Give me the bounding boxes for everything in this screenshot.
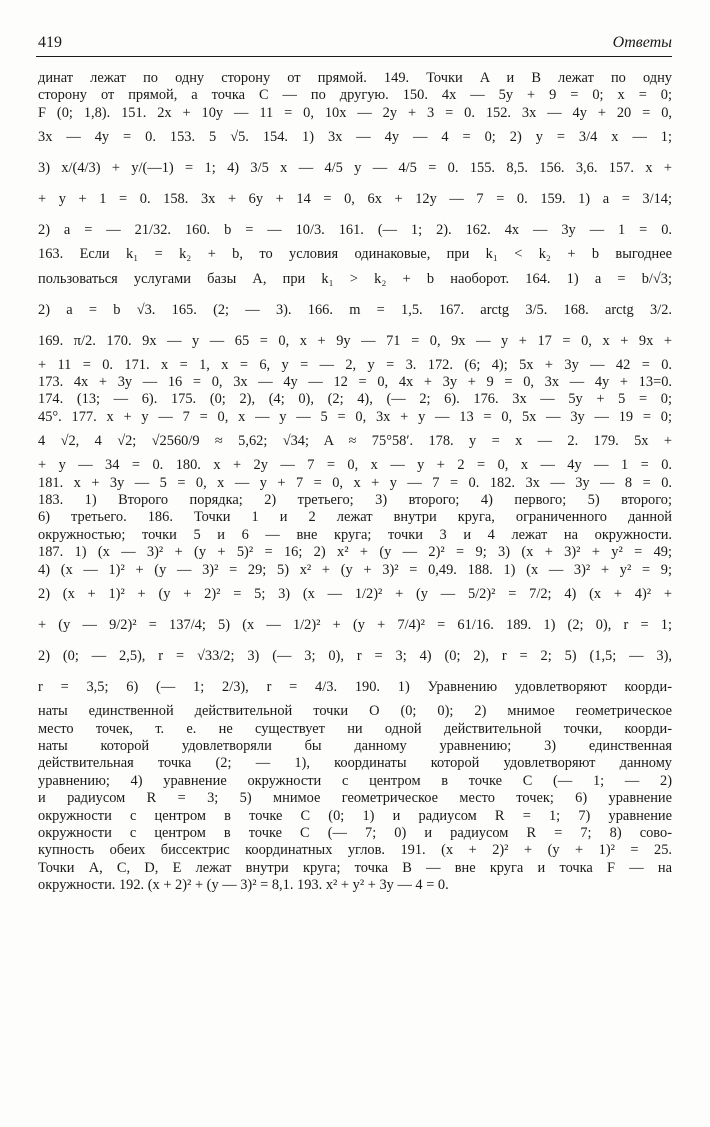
text-line: 2) (x + 1)² + (y + 2)² = 5; 3) (x — 1/2)² + (y — 5/2)² = 7/2; 4) (x + 4)² + [38,586,672,603]
text-line: место точек, т. е. не существует ни одной действительной точки, коорди- [38,720,672,737]
header-rule [36,56,672,57]
page-number: 419 [38,34,62,51]
section-title: Ответы [612,34,672,51]
text-line: 163. Если k₁ = k₂ + b, то условия одинаковые, при k₁ < k₂ + b выгоднее [38,246,672,263]
text-line: 187. 1) (x — 3)² + (y + 5)² = 16; 2) x² + (y — 2)² = 9; 3) (x + 3)² + y² = 49; [38,544,672,561]
text-line: + 11 = 0. 171. x = 1, x = 6, y = — 2, y = 3. 172. (6; 4); 5x + 3y — 42 = 0. [38,356,672,373]
text-line: окружности. 192. (x + 2)² + (y — 3)² = 8,1. 193. x² + y² + 3y — 4 = 0. [38,877,449,894]
text-line: + y — 34 = 0. 180. x + 2y — 7 = 0, x — y + 2 = 0, x — 4y — 1 = 0. [38,457,672,474]
text-line: пользоваться услугами базы A, при k₁ > k₂ + b наоборот. 164. 1) a = b/√3; [38,270,672,287]
text-line: 3x — 4y = 0. 153. 5 √5. 154. 1) 3x — 4y — 4 = 0; 2) y = 3/4 x — 1; [38,129,672,146]
text-line: наты единственной действительной точки O (0; 0); 2) мнимое геометрическое [38,703,672,720]
text-line: окружности с центром в точке C (— 7; 0) и радиусом R = 7; 8) сово- [38,824,672,841]
text-line: 3) x/(4/3) + y/(—1) = 1; 4) 3/5 x — 4/5 y — 4/5 = 0. 155. 8,5. 156. 3,6. 157. x + [38,160,672,177]
text-line: + (y — 9/2)² = 137/4; 5) (x — 1/2)² + (y + 7/4)² = 61/16. 189. 1) (2; 0), r = 1; [38,617,672,634]
text-line: 169. π/2. 170. 9x — y — 65 = 0, x + 9y — 71 = 0, 9x — y + 17 = 0, x + 9x + [38,332,672,349]
page-header [38,34,672,58]
text-line: 2) a = b √3. 165. (2; — 3). 166. m = 1,5. 167. arctg 3/5. 168. arctg 3/2. [38,301,672,318]
text-line: 181. x + 3y — 5 = 0, x — y + 7 = 0, x + y — 7 = 0. 182. 3x — 3y — 8 = 0. [38,474,672,491]
text-line: действительная точка (2; — 1), координаты которой удовлетворяют данному [38,755,672,772]
text-line: наты которой удовлетворяли бы данному уравнению; 3) единственная [38,737,672,754]
text-line: и радиусом R = 3; 5) мнимое геометрическое место точек; 6) уравнение [38,790,672,807]
text-line: окружностью; точки 5 и 6 — вне круга; точки 3 и 4 лежат на окружности. [38,526,672,543]
text-line: 2) (0; — 2,5), r = √33/2; 3) (— 3; 0), r = 3; 4) (0; 2), r = 2; 5) (1,5; — 3), [38,648,672,665]
text-line: 4) (x — 1)² + (y — 3)² = 29; 5) x² + (y + 3)² = 0,49. 188. 1) (x — 3)² + y² = 9; [38,561,672,578]
text-line: F (0; 1,8). 151. 2x + 10y — 11 = 0, 10x — 2y + 3 = 0. 152. 3x — 4y + 20 = 0, [38,104,672,121]
text-line: 2) a = — 21/32. 160. b = — 10/3. 161. (— 1; 2). 162. 4x — 3y — 1 = 0. [38,222,672,239]
text-line: 173. 4x + 3y — 16 = 0, 3x — 4y — 12 = 0, 4x + 3y + 9 = 0, 3x — 4y + 13=0. [38,374,672,391]
text-line: динат лежат по одну сторону от прямой. 149. Точки A и B лежат по одну [38,70,672,86]
text-line: r = 3,5; 6) (— 1; 2/3), r = 4/3. 190. 1) Уравнению удовлетворяют коорди- [38,679,672,696]
text-line: 6) третьего. 186. Точки 1 и 2 лежат внутри круга, ограниченного данной [38,509,672,526]
text-line: окружности с центром в точке C (0; 1) и радиусом R = 1; 7) уравнение [38,807,672,824]
text-line: Точки A, C, D, E лежат внутри круга; точка B — вне круга и точка F — на [38,859,672,876]
text-line: 183. 1) Второго порядка; 2) третьего; 3) второго; 4) первого; 5) второго; [38,492,672,509]
text-line: 45°. 177. x + y — 7 = 0, x — y — 5 = 0, 3x + y — 13 = 0, 5x — 3y — 19 = 0; [38,408,672,425]
text-line: + y + 1 = 0. 158. 3x + 6y + 14 = 0, 6x + 12y — 7 = 0. 159. 1) a = 3/14; [38,191,672,208]
text-line: уравнению; 4) уравнение окружности с центром в точке C (— 1; — 2) [38,772,672,789]
text-line: 174. (13; — 6). 175. (0; 2), (4; 0), (2; 4), (— 2; 6). 176. 3x — 5y + 5 = 0; [38,391,672,408]
answers-text [38,70,672,895]
text-line: купность обеих биссектрис координатных углов. 191. (x + 2)² + (y + 1)² = 25. [38,842,672,859]
text-line: сторону от прямой, а точка C — по другую. 150. 4x — 5y + 9 = 0; x = 0; [38,87,672,104]
text-line: 4 √2, 4 √2; √2560/9 ≈ 5,62; √34; A ≈ 75°58′. 178. y = x — 2. 179. 5x + [38,433,672,450]
